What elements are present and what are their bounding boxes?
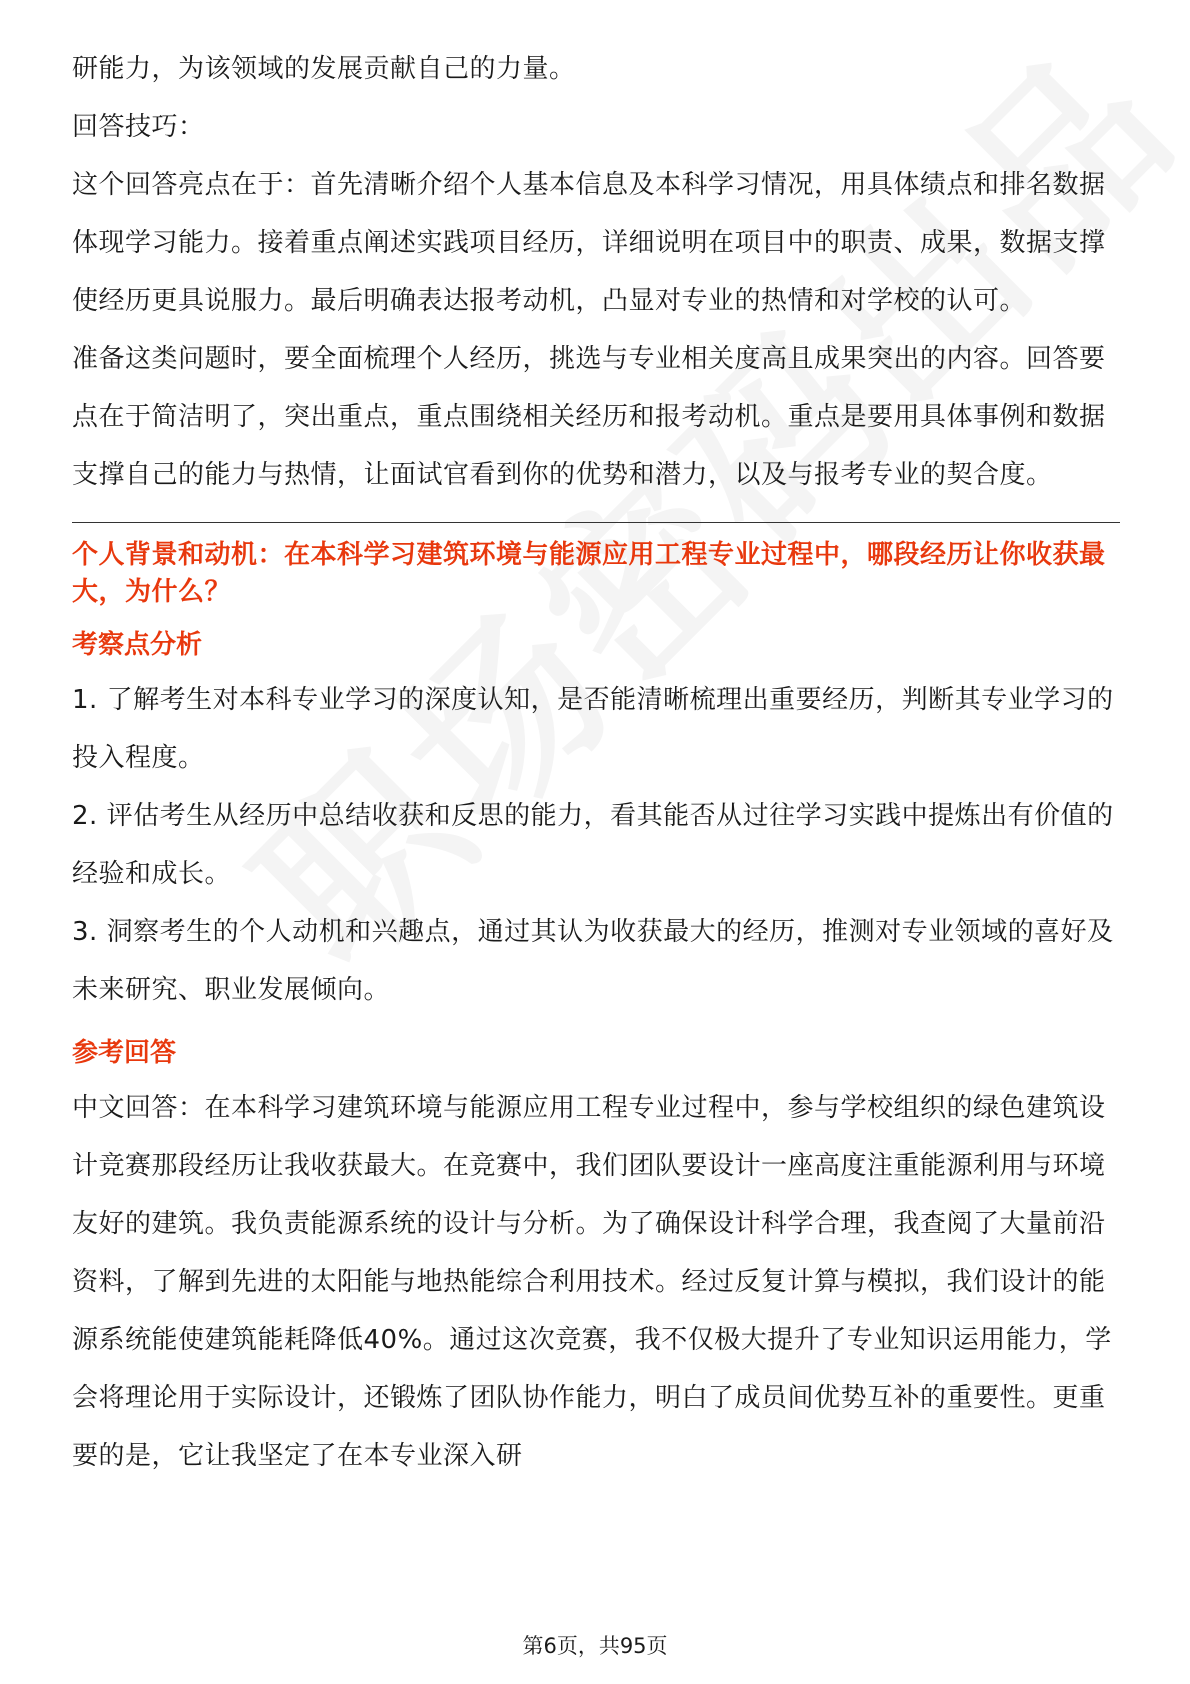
analysis-heading: 考察点分析 (72, 630, 203, 660)
analysis-item: 3. 洞察考生的个人动机和兴趣点，通过其认为收获最大的经历，推测对专业领域的喜好及未来研究、职业发展倾向。 (72, 917, 1114, 1005)
analysis-item: 1. 了解考生对本科专业学习的深度认知，是否能清晰梳理出重要经历，判断其专业学习的投入程度。 (72, 685, 1114, 773)
reference-answer: 中文回答：在本科学习建筑环境与能源应用工程专业过程中，参与学校组织的绿色建筑设计竞赛那段经历让我收获最大。在竞赛中，我们团队要设计一座高度注重能源利用与环境友好的建筑。我负责能源系统的设计与分析。为了确保设计科学合理，我查阅了大量前沿资料，了解到先进的太阳能与地热能综合利用技术。经过反复计算与模拟，我们设计的能源系统能使建筑能耗降低40%。通过这次竞赛，我不仅极大提升了专业知识运用能力，学会将理论用于实际设计，还锻炼了团队协作能力，明白了成员间优势互补的重要性。更重要的是，它让我坚定了在本专业深入研 (72, 1093, 1112, 1471)
preparation-paragraph: 准备这类问题时，要全面梳理个人经历，挑选与专业相关度高且成果突出的内容。回答要点在于简洁明了，突出重点，重点围绕相关经历和报考动机。重点是要用具体事例和数据支撑自己的能力与热情，让面试官看到你的优势和潜力，以及与报考专业的契合度。 (72, 344, 1106, 490)
page-content (72, 40, 1120, 1485)
question-title: 个人背景和动机：在本科学习建筑环境与能源应用工程专业过程中，哪段经历让你收获最大，为什么？ (72, 540, 1106, 607)
answer-tips-label: 回答技巧： (72, 112, 205, 142)
reference-heading: 参考回答 (72, 1038, 177, 1068)
answer-tips-paragraph: 这个回答亮点在于：首先清晰介绍个人基本信息及本科学习情况，用具体绩点和排名数据体现学习能力。接着重点阐述实践项目经历，详细说明在项目中的职责、成果，数据支撑使经历更具说服力。最后明确表达报考动机，凸显对专业的热情和对学校的认可。 (72, 170, 1106, 316)
section-divider (72, 522, 1120, 523)
page-number: 第6页，共95页 (522, 1634, 668, 1658)
analysis-item: 2. 评估考生从经历中总结收获和反思的能力，看其能否从过往学习实践中提炼出有价值的经验和成长。 (72, 801, 1114, 889)
paragraph-continuation: 研能力，为该领域的发展贡献自己的力量。 (72, 54, 576, 84)
